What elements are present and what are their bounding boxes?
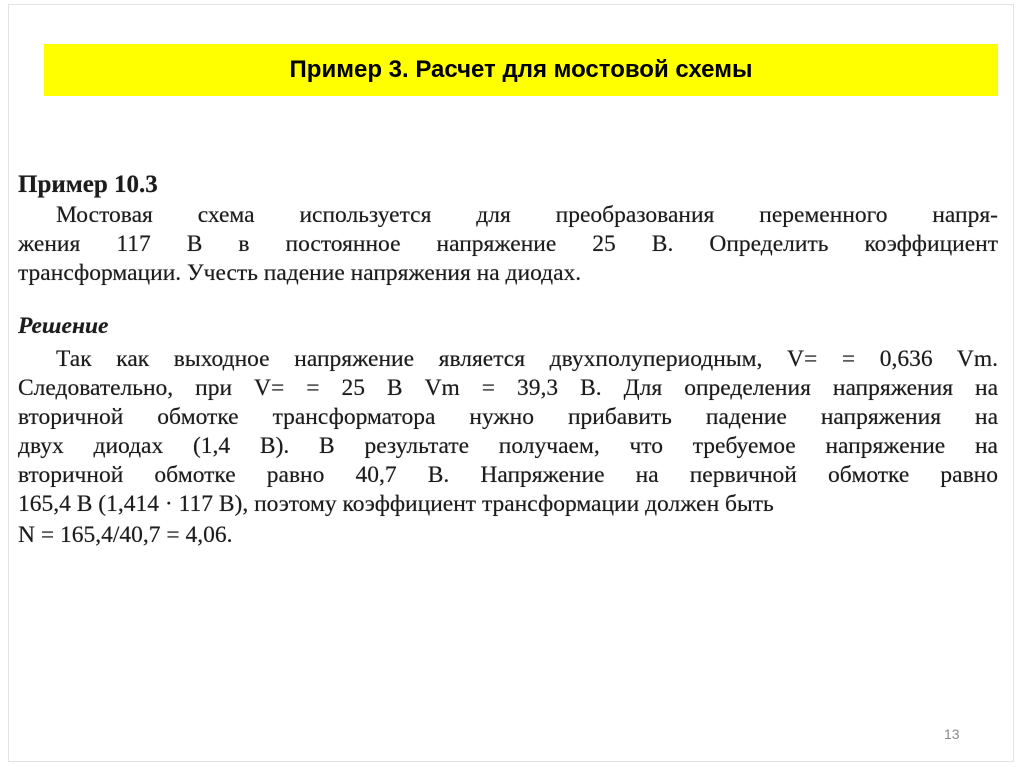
example-heading: Пример 10.3 <box>18 171 158 198</box>
problem-statement <box>18 201 998 288</box>
page-number: 13 <box>944 726 960 742</box>
slide-title: Пример 3. Расчет для мостовой схемы <box>289 56 753 83</box>
solution-line: 165,4 В (1,414 · 117 В), поэтому коэффициент трансформации должен быть <box>18 491 774 517</box>
title-banner <box>44 44 998 96</box>
scanned-text-block <box>18 170 998 550</box>
solution-line: Следовательно, при V= = 25 В Vm = 39,3 В. Для определения напряжения на <box>18 375 998 401</box>
solution-heading: Решение <box>18 313 109 339</box>
result-formula: N = 165,4/40,7 = 4,06. <box>18 522 233 548</box>
problem-line: Мостовая схема используется для преобразования переменного напря- <box>56 202 998 228</box>
solution-line: вторичной обмотке трансформатора нужно прибавить падение напряжения на <box>18 404 998 430</box>
solution-line: двух диодах (1,4 В). В результате получаем, что требуемое напряжение на <box>18 433 998 459</box>
problem-line: трансформации. Учесть падение напряжения на диодах. <box>18 260 582 286</box>
problem-line: жения 117 В в постоянное напряжение 25 В. Определить коэффициент <box>18 231 998 257</box>
solution-line: Так как выходное напряжение является двухполупериодным, V= = 0,636 Vm. <box>56 346 998 372</box>
solution-line: вторичной обмотке равно 40,7 В. Напряжение на первичной обмотке равно <box>18 462 998 488</box>
solution-text <box>18 345 998 519</box>
